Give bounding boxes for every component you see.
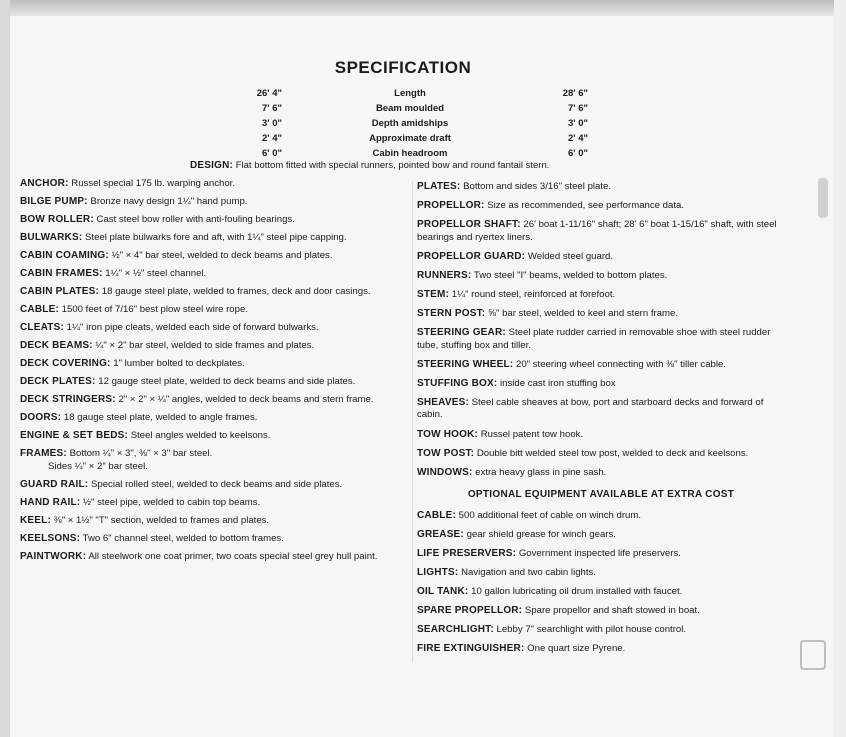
spec-entry xyxy=(417,200,785,213)
spec-entry xyxy=(20,268,392,281)
spec-text: Steel cable sheaves at bow, port and starboard decks and forward of cabin. xyxy=(417,396,764,421)
spec-text: 26' boat 1-11/16" shaft; 28' 6" boat 1-15/16" shaft, with steel bearings and ryertex liners. xyxy=(417,219,777,243)
spec-text: ⅝" bar steel, welded to keel and stern frame. xyxy=(485,308,679,320)
dimension-value: 6' 0" xyxy=(568,148,588,159)
spec-entry xyxy=(417,219,785,244)
spec-text: ⅜" × 1½" "T" section, welded to frames and plates. xyxy=(51,514,270,526)
spec-entry xyxy=(20,394,392,407)
spec-text: Flat bottom fitted with special runners, pointed bow and round fantail stern. xyxy=(233,160,550,171)
dimension-value: 3' 0" xyxy=(262,118,282,129)
spec-text: Two steel "I" beams, welded to bottom plates. xyxy=(471,269,668,281)
spec-text: All steelwork one coat primer, two coats special steel grey hull paint. xyxy=(86,550,378,562)
spec-term: PLATES: xyxy=(417,181,461,192)
spec-term: STUFFING BOX: xyxy=(417,377,498,389)
spec-term: CABLE: xyxy=(417,509,456,521)
spec-text: Lebby 7" searchlight with pilot house control. xyxy=(493,624,687,636)
spec-term: DOORS: xyxy=(20,412,62,423)
spec-text: 10 gallon lubricating oil drum installed with faucet. xyxy=(468,586,683,598)
spec-entry xyxy=(20,376,392,389)
spec-entry xyxy=(417,448,785,461)
spec-text: 12 gauge steel plate, welded to deck beams and side plates. xyxy=(95,376,356,387)
spec-text-continuation: Sides ¼" × 2" bar steel. xyxy=(48,460,148,472)
spec-text: Bottom and sides 3/16" steel plate. xyxy=(460,181,612,192)
spec-term: GREASE: xyxy=(417,528,464,540)
spec-entry xyxy=(20,304,392,317)
spec-term: DESIGN: xyxy=(190,160,234,171)
spec-entry xyxy=(20,515,392,528)
spec-text: Steel plate rudder carried in removable shoe with steel rudder tube, stuffing box and tiller. xyxy=(417,327,771,351)
spec-text: ½" steel pipe, welded to cabin top beams. xyxy=(80,496,261,508)
spec-term: LIGHTS: xyxy=(417,567,459,578)
dimension-label: Length xyxy=(394,88,426,99)
dimension-row xyxy=(0,133,846,148)
spec-entry xyxy=(20,430,392,443)
spec-term: KEEL: xyxy=(20,514,51,526)
dimension-row xyxy=(0,103,846,118)
spec-entry xyxy=(20,340,392,353)
spec-term: HAND RAIL: xyxy=(20,496,81,508)
spec-term: TOW POST: xyxy=(417,447,475,459)
dimension-label: Depth amidships xyxy=(371,118,449,129)
spec-entry xyxy=(417,467,785,480)
spec-term: SEARCHLIGHT: xyxy=(417,624,494,636)
spec-term: KEELSONS: xyxy=(20,532,81,544)
spec-term: CABIN PLATES: xyxy=(20,286,100,297)
dimension-row xyxy=(0,88,846,103)
spec-entry xyxy=(20,533,392,546)
spec-entry xyxy=(417,251,785,264)
spec-term: LIFE PRESERVERS: xyxy=(417,547,517,559)
spec-entry xyxy=(20,196,392,209)
dimension-value: 7' 6" xyxy=(262,103,282,114)
spec-text: Government inspected life preservers. xyxy=(516,547,681,559)
spec-term: DECK BEAMS: xyxy=(20,340,93,351)
spec-entry xyxy=(20,214,392,227)
spec-text: 1500 feet of 7/16" best plow steel wire rope. xyxy=(58,304,248,315)
spec-term: RUNNERS: xyxy=(417,269,472,281)
spec-term: DECK PLATES: xyxy=(20,376,96,387)
spec-text: 1¼" × ½" steel channel. xyxy=(102,268,207,279)
dimension-value: 28' 6" xyxy=(562,88,588,99)
spec-term: WINDOWS: xyxy=(417,466,473,478)
spec-text: Welded steel guard. xyxy=(525,250,614,262)
spec-term: PROPELLOR: xyxy=(417,200,485,212)
spec-term: PAINTWORK: xyxy=(20,550,87,562)
spec-text: Navigation and two cabin lights. xyxy=(458,567,596,578)
spec-text: 20" steering wheel connecting with ⅜" tiller cable. xyxy=(513,358,727,370)
spec-text: 1¼" iron pipe cleats, welded each side of forward bulwarks. xyxy=(64,322,319,333)
optional-entry xyxy=(417,567,785,580)
spec-entry xyxy=(417,429,785,442)
spec-term: DECK STRINGERS: xyxy=(20,394,116,405)
spec-entry xyxy=(417,181,785,194)
spec-entry xyxy=(20,250,392,263)
spec-text: ½" × 4" bar steel, welded to deck beams and plates. xyxy=(108,250,333,261)
spec-term: FIRE EXTINGUISHER: xyxy=(417,643,525,655)
spec-term: BILGE PUMP: xyxy=(20,196,88,207)
spec-text: Bottom ¼" × 3", ⅜" × 3" bar steel. xyxy=(66,448,213,459)
design-line xyxy=(190,160,750,171)
optional-equipment-heading: OPTIONAL EQUIPMENT AVAILABLE AT EXTRA COST xyxy=(467,489,735,501)
spec-text: Steel angles welded to keelsons. xyxy=(128,430,271,441)
dimensions-table xyxy=(0,88,846,163)
spec-term: STEERING GEAR: xyxy=(417,327,506,339)
spec-term: OIL TANK: xyxy=(417,586,469,598)
optional-entry xyxy=(417,586,785,599)
spec-term: CABIN FRAMES: xyxy=(20,268,103,279)
spec-entry xyxy=(20,322,392,335)
scan-artifact xyxy=(800,640,826,670)
spec-entry xyxy=(20,178,392,191)
spec-text: 18 gauge steel plate, welded to angle frames. xyxy=(61,412,258,423)
spec-text: Bronze navy design 1¼" hand pump. xyxy=(87,196,248,207)
spec-text: Russel special 175 lb. warping anchor. xyxy=(68,178,236,189)
spec-entry xyxy=(20,412,392,425)
spec-entry xyxy=(417,289,785,302)
spec-entry xyxy=(417,327,785,352)
spec-term: CLEATS: xyxy=(20,322,64,333)
spec-text: Special rolled steel, welded to deck beams and side plates. xyxy=(88,478,343,490)
spec-term: PROPELLOR SHAFT: xyxy=(417,219,521,231)
dimension-value: 3' 0" xyxy=(568,118,588,129)
spec-text: 18 gauge steel plate, welded to frames, deck and door casings. xyxy=(99,286,371,297)
dimension-value: 6' 0" xyxy=(262,148,282,159)
spec-entry xyxy=(20,448,392,473)
spec-entry xyxy=(417,359,785,372)
dimension-label: Beam moulded xyxy=(375,103,445,114)
optional-entry xyxy=(417,529,785,542)
spec-term: SPARE PROPELLOR: xyxy=(417,605,523,617)
spec-text: Spare propellor and shaft stowed in boat. xyxy=(522,605,700,617)
dimension-value: 2' 4" xyxy=(262,133,282,144)
spec-text: Steel plate bulwarks fore and aft, with 1¼" steel pipe capping. xyxy=(82,232,347,243)
dimension-label: Approximate draft xyxy=(369,133,451,144)
spec-text: ¼" × 2" bar steel, welded to side frames and plates. xyxy=(92,340,315,351)
spec-entry xyxy=(20,286,392,299)
optional-entry xyxy=(417,605,785,618)
spec-term: SHEAVES: xyxy=(417,396,469,408)
scan-artifact xyxy=(818,178,828,218)
optional-entry xyxy=(417,643,785,656)
spec-text: 500 additional feet of cable on winch drum. xyxy=(455,509,642,521)
spec-term: STEM: xyxy=(417,288,450,300)
spec-text: Double bitt welded steel tow post, welded to deck and keelsons. xyxy=(474,447,749,459)
dimension-value: 2' 4" xyxy=(568,133,588,144)
spec-text: extra heavy glass in pine sash. xyxy=(472,466,607,478)
optional-entry xyxy=(417,510,785,523)
spec-text: Size as recommended, see performance data. xyxy=(484,200,685,212)
spec-text: gear shield grease for winch gears. xyxy=(463,528,616,540)
spec-text: Russel patent tow hook. xyxy=(478,428,584,440)
spec-entry xyxy=(20,479,392,492)
spec-entry xyxy=(20,551,392,564)
optional-entry xyxy=(417,624,785,637)
spec-term: CABIN COAMING: xyxy=(20,250,109,261)
spec-term: PROPELLOR GUARD: xyxy=(417,250,526,262)
spec-text: Two 6" channel steel, welded to bottom frames. xyxy=(80,532,284,544)
spec-term: BULWARKS: xyxy=(20,232,83,243)
dimension-row xyxy=(0,118,846,133)
spec-column-left xyxy=(20,178,392,569)
spec-entry xyxy=(20,232,392,245)
spec-text: 1" lumber bolted to deckplates. xyxy=(110,358,245,369)
optional-entry xyxy=(417,548,785,561)
dimension-value: 26' 4" xyxy=(256,88,282,99)
spec-entry xyxy=(417,378,785,391)
spec-term: ENGINE & SET BEDS: xyxy=(20,430,129,441)
spec-term: FRAMES: xyxy=(20,448,67,459)
spec-entry xyxy=(20,497,392,510)
spec-term: ANCHOR: xyxy=(20,178,69,189)
page-title: SPECIFICATION xyxy=(334,58,472,77)
spec-text: Cast steel bow roller with anti-fouling bearings. xyxy=(93,214,295,225)
spec-term: TOW HOOK: xyxy=(417,428,479,440)
spec-term: CABLE: xyxy=(20,304,59,315)
spec-text: One quart size Pyrene. xyxy=(524,643,626,655)
spec-term: STEERING WHEEL: xyxy=(417,358,514,370)
spec-column-right xyxy=(412,181,785,662)
dimension-value: 7' 6" xyxy=(568,103,588,114)
spec-text: 1¼" round steel, reinforced at forefoot. xyxy=(449,288,616,300)
spec-entry xyxy=(20,358,392,371)
spec-term: DECK COVERING: xyxy=(20,358,111,369)
scan-border-top xyxy=(0,0,846,16)
spec-entry xyxy=(417,270,785,283)
spec-term: BOW ROLLER: xyxy=(20,214,94,225)
spec-text: inside cast iron stuffing box xyxy=(497,377,616,389)
spec-text: 2" × 2" × ¼" angles, welded to deck beams and stern frame. xyxy=(115,394,374,405)
spec-entry xyxy=(417,397,785,422)
spec-term: GUARD RAIL: xyxy=(20,478,89,490)
spec-entry xyxy=(417,308,785,321)
spec-term: STERN POST: xyxy=(417,308,486,320)
dimension-label: Cabin headroom xyxy=(372,148,448,159)
